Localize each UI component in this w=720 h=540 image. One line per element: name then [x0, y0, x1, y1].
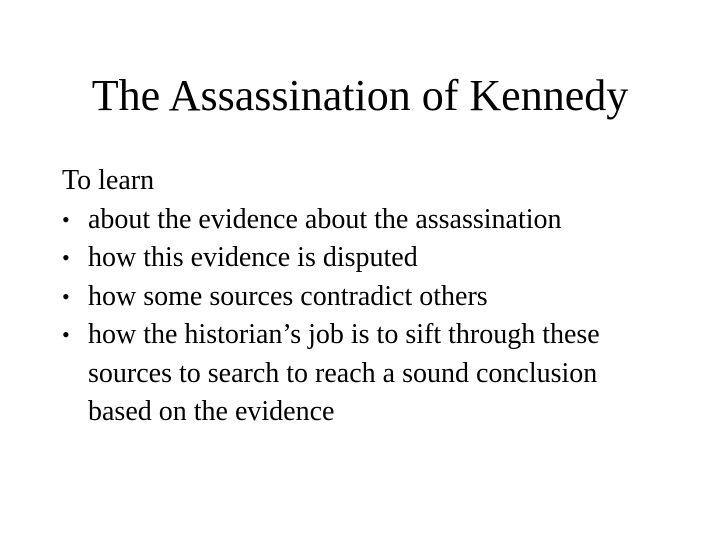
- slide-title: The Assassination of Kennedy: [91, 71, 629, 120]
- intro-text: To learn: [62, 165, 155, 196]
- bullet-icon: •: [62, 206, 70, 232]
- bullet-text: about the evidence about the assassination: [88, 203, 562, 235]
- bullet-icon: •: [62, 322, 70, 347]
- bullet-text: how this evidence is disputed: [88, 242, 418, 273]
- bullet-item: [62, 316, 662, 432]
- bullet-item: [62, 278, 662, 317]
- bullet-item: [62, 201, 662, 240]
- bullet-list: [62, 201, 662, 432]
- slide-body: [62, 162, 662, 432]
- bullet-text: how some sources contradict others: [88, 280, 488, 312]
- bullet-icon: •: [62, 245, 70, 270]
- bullet-icon: •: [62, 283, 70, 309]
- bullet-text: how the historian’s job is to sift through these sources to search to reach a sound conclusion based on the evidence: [88, 319, 600, 427]
- bullet-item: [62, 239, 662, 278]
